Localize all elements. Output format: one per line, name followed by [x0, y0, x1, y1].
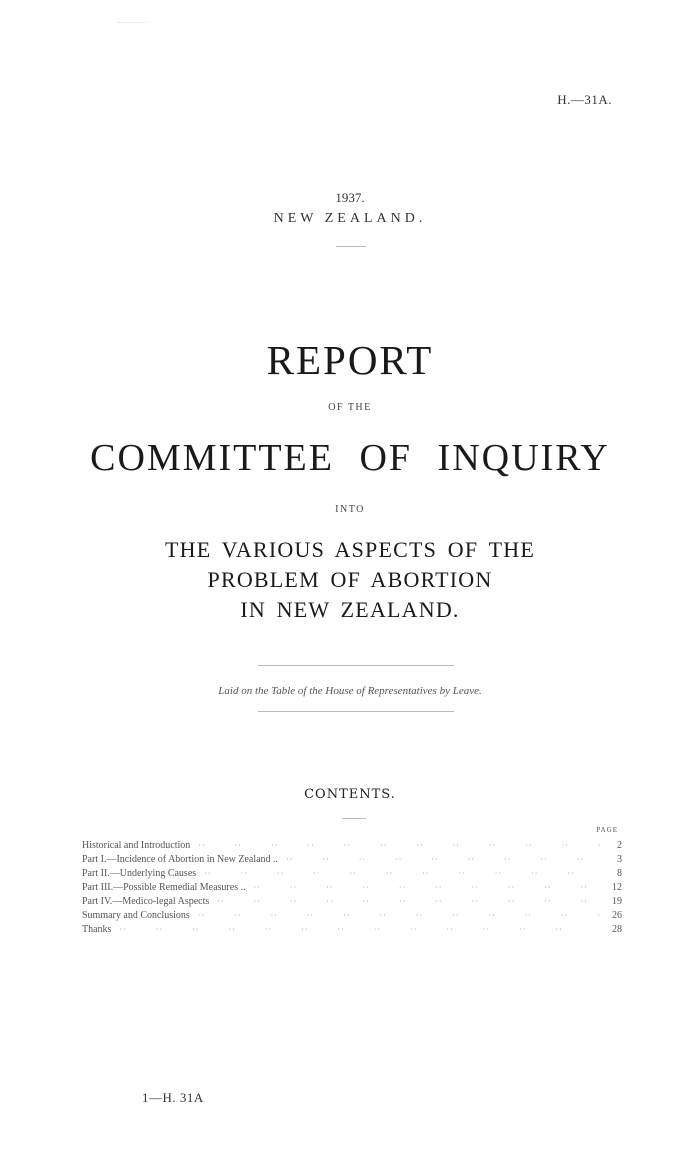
toc-entry[interactable]	[82, 924, 622, 938]
of-the-label: OF THE	[328, 402, 372, 413]
toc-entry-page: 2	[617, 840, 622, 851]
toc-leader	[278, 855, 602, 864]
toc-entry[interactable]	[82, 854, 622, 868]
toc-entry-page: 28	[612, 924, 622, 935]
into-label: INTO	[335, 504, 365, 515]
toc-entry[interactable]	[82, 896, 622, 910]
year: 1937.	[335, 190, 365, 205]
toc-entry-page: 26	[612, 910, 622, 921]
toc-entry-title: Part IV.—Medico-legal Aspects	[82, 896, 210, 907]
subject-line-1: THE VARIOUS ASPECTS OF THE	[165, 537, 535, 562]
toc-entry-title: Thanks	[82, 924, 112, 935]
toc-entry-title: Historical and Introduction	[82, 840, 191, 851]
toc-leader	[190, 841, 602, 850]
subject-line-2: PROBLEM OF ABORTION	[207, 567, 493, 592]
toc-entry-page: 8	[617, 868, 622, 879]
toc-entry[interactable]	[82, 840, 622, 854]
toc-leader	[209, 897, 602, 906]
toc-leader	[190, 911, 602, 920]
toc-entry-title: Summary and Conclusions	[82, 910, 190, 921]
toc-entry-page: 19	[612, 896, 622, 907]
toc-entry-title: Part III.—Possible Remedial Measures ..	[82, 882, 246, 893]
toc-leader	[196, 869, 602, 878]
contents-rule	[342, 818, 366, 819]
toc-entry-page: 12	[612, 882, 622, 893]
committee-title: COMMITTEE OF INQUIRY	[90, 437, 610, 479]
toc-leader	[111, 925, 602, 934]
masthead-rule	[336, 246, 366, 247]
page-column-label: PAGE	[596, 826, 618, 834]
doc-code-top: H.—31A.	[557, 92, 612, 107]
toc-entry-title: Part II.—Underlying Causes	[82, 868, 197, 879]
toc-entry[interactable]	[82, 868, 622, 882]
toc-entry[interactable]	[82, 882, 622, 896]
laid-note: Laid on the Table of the House of Representatives by Leave.	[218, 685, 482, 697]
country: NEW ZEALAND.	[273, 211, 427, 226]
doc-code-bottom: 1—H. 31A	[142, 1090, 204, 1105]
toc-entry-title: Part I.—Incidence of Abortion in New Zealand ..	[82, 854, 279, 865]
table-of-contents	[82, 840, 622, 938]
contents-heading: CONTENTS.	[304, 787, 396, 802]
toc-entry-page: 3	[617, 854, 622, 865]
toc-leader	[246, 883, 602, 892]
report-title: REPORT	[266, 337, 434, 383]
toc-entry[interactable]	[82, 910, 622, 924]
subject-line-3: IN NEW ZEALAND.	[240, 597, 460, 622]
scan-speck	[118, 22, 148, 23]
laid-rule-top	[258, 665, 454, 666]
laid-rule-bottom	[258, 711, 454, 712]
